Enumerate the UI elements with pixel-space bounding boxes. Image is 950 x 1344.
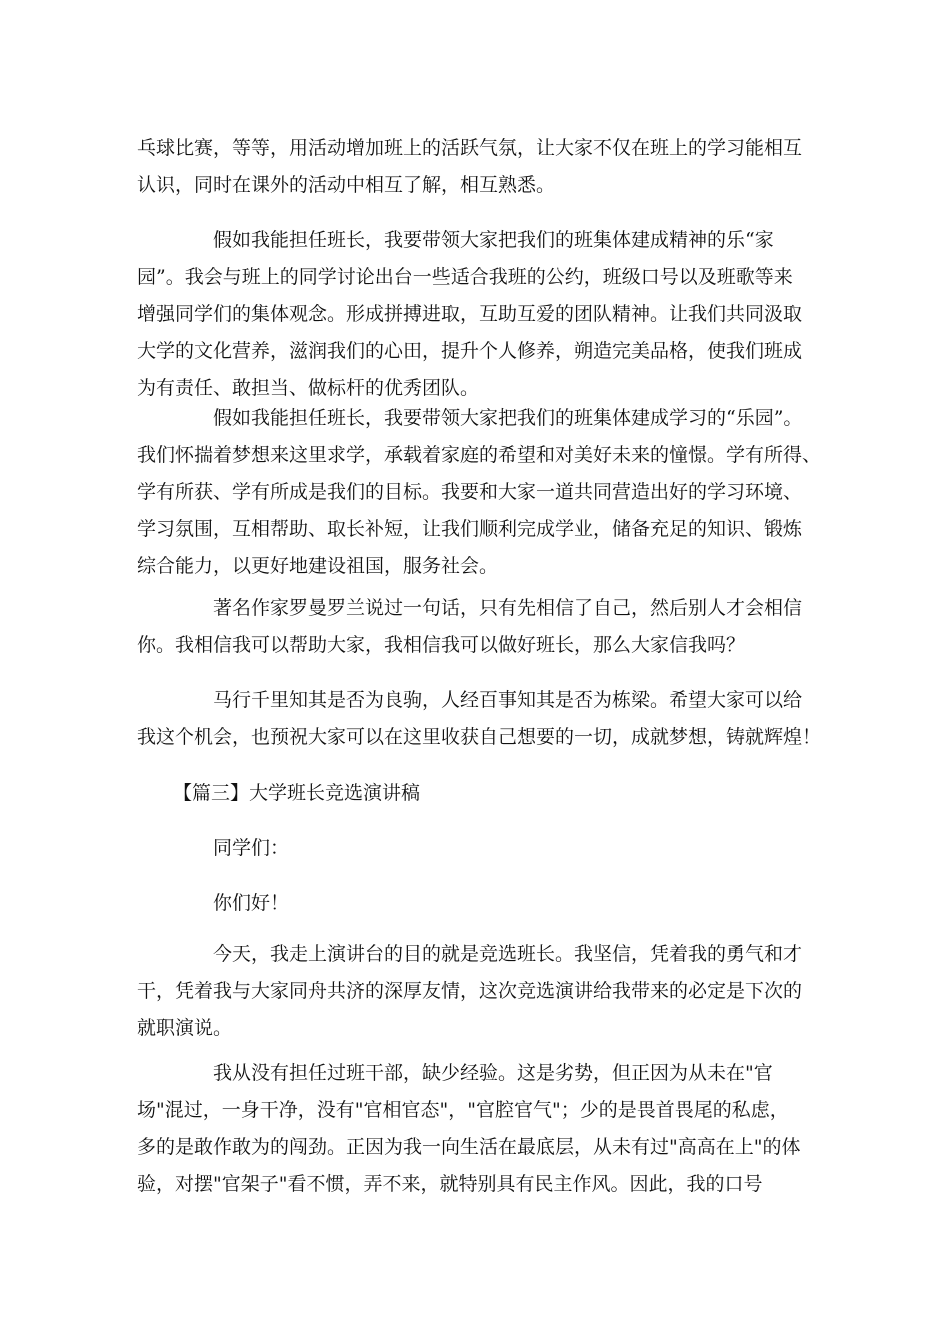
text-line: 我这个机会，也预祝大家可以在这里收获自己想要的一切，成就梦想，铸就辉煌！ [137, 726, 822, 748]
text-line: 认识，同时在课外的活动中相互了解，相互熟悉。 [137, 174, 556, 196]
paragraph-closing-wish [137, 682, 822, 756]
paragraph-learning-paradise [137, 400, 822, 585]
text-line: 就职演说。 [137, 1017, 233, 1039]
text-line: 场"混过，一身干净，没有"官相官态"，"官腔官气"；少的是畏首畏尾的私虑， [137, 1099, 789, 1121]
text-line: 验，对摆"官架子"看不惯，弄不来，就特别具有民主作风。因此，我的口号 [137, 1173, 763, 1195]
text-line: 为有责任、敢担当、做标杆的优秀团队。 [137, 377, 480, 399]
greeting-classmates: 同学们： [213, 837, 290, 859]
paragraph-romain-rolland-quote [137, 590, 817, 664]
text-line: 多的是敢作敢为的闯劲。正因为我一向生活在最底层，从未有过"高高在上"的体 [137, 1136, 801, 1158]
text-line: 假如我能担任班长，我要带领大家把我们的班集体建成精神的乐“家 [213, 229, 774, 251]
section-heading: 【篇三】大学班长竞选演讲稿 [173, 782, 421, 804]
text-line: 假如我能担任班长，我要带领大家把我们的班集体建成学习的“乐园”。 [213, 407, 803, 429]
text-line: 学有所获、学有所成是我们的目标。我要和大家一道共同营造出好的学习环境、 [137, 481, 803, 503]
greeting-hello: 你们好！ [213, 892, 290, 914]
text-line: 我们怀揣着梦想来这里求学，承载着家庭的希望和对美好未来的憧憬。学有所得、 [137, 444, 822, 466]
paragraph-activities [137, 130, 817, 204]
text-line: 著名作家罗曼罗兰说过一句话，只有先相信了自己，然后别人才会相信 [213, 597, 803, 619]
paragraph-purpose [137, 936, 817, 1047]
text-line: 乓球比赛，等等，用活动增加班上的活跃气氛，让大家不仅在班上的学习能相互 [137, 137, 803, 159]
text-line: 学习氛围，互相帮助、取长补短，让我们顺利完成学业，储备充足的知识、锻炼 [137, 518, 803, 540]
text-line: 增强同学们的集体观念。形成拼搏进取，互助互爱的团队精神。让我们共同汲取 [137, 303, 803, 325]
text-line: 干，凭着我与大家同舟共济的深厚友情，这次竞选演讲给我带来的必定是下次的 [137, 980, 803, 1002]
paragraph-no-experience [137, 1055, 817, 1203]
text-line: 你。我相信我可以帮助大家，我相信我可以做好班长，那么大家信我吗？ [137, 634, 746, 656]
paragraph-spiritual-home [137, 222, 817, 407]
text-line: 马行千里知其是否为良驹，人经百事知其是否为栋梁。希望大家可以给 [213, 689, 803, 711]
text-line: 综合能力，以更好地建设祖国，服务社会。 [137, 555, 499, 577]
text-line: 园”。我会与班上的同学讨论出台一些适合我班的公约，班级口号以及班歌等来 [137, 266, 793, 288]
text-line: 我从没有担任过班干部，缺少经验。这是劣势，但正因为从未在"官 [213, 1062, 773, 1084]
text-line: 大学的文化营养，滋润我们的心田，提升个人修养，朔造完美品格，使我们班成 [137, 340, 803, 362]
text-line: 今天，我走上演讲台的目的就是竞选班长。我坚信，凭着我的勇气和才 [213, 943, 803, 965]
